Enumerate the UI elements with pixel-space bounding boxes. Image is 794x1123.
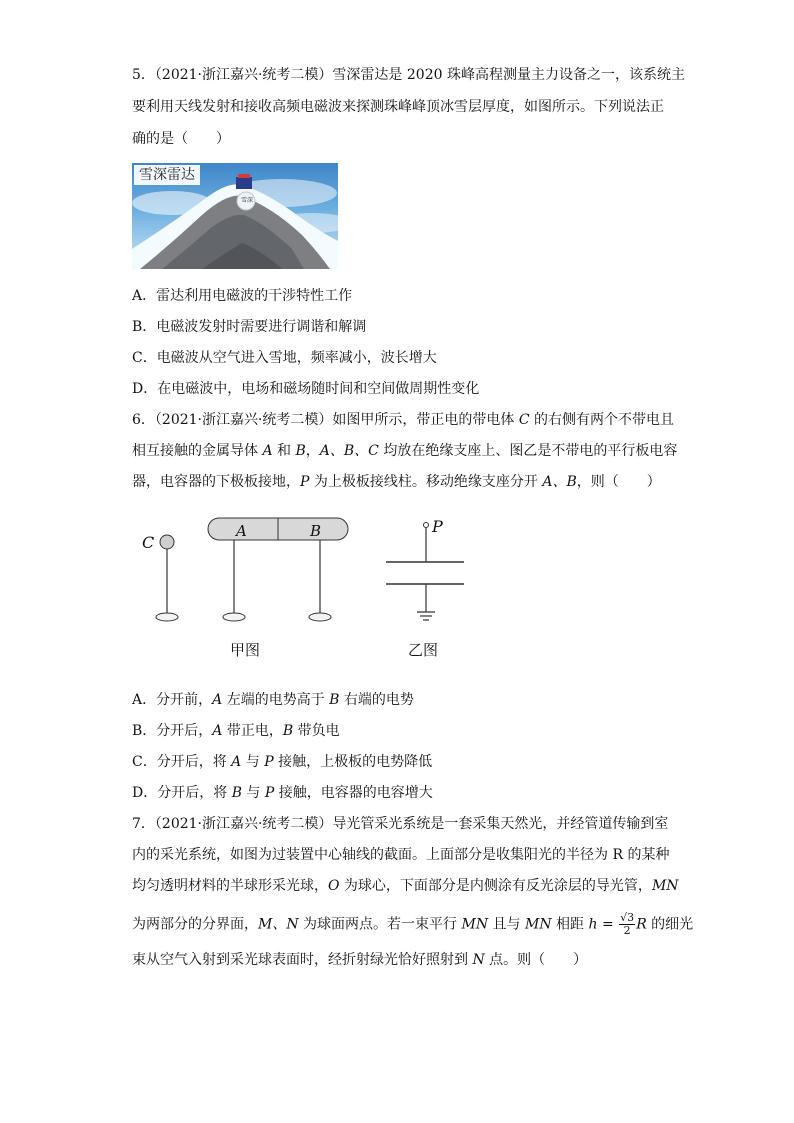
q7-stem-line-1: 7．（2021·浙江嘉兴·统考二模）导光管采光系统是一套采集天然光，并经管道传输到室 <box>132 816 669 832</box>
q5-stem-line-3: 确的是（ ） <box>132 131 230 147</box>
q5-option-c: C．电磁波从空气进入雪地，频率减小，波长增大 <box>132 350 437 366</box>
q7-stem-line-3: 均匀透明材料的半球形采光球，O 为球心，下面部分是内侧涂有反光涂层的导光管，MN <box>132 878 679 894</box>
q5-stem-line-2: 要利用天线发射和接收高频电磁波来探测珠峰峰顶冰雪层厚度，如图所示。下列说法正 <box>132 99 664 115</box>
q5-option-d: D．在电磁波中，电场和磁场随时间和空间做周期性变化 <box>132 381 480 397</box>
snow-radar-photo <box>132 163 338 269</box>
q6-option-b: B．分开后，A 带正电，B 带负电 <box>132 723 340 739</box>
charged-body-c <box>156 535 178 621</box>
q5-option-b: B．电磁波发射时需要进行调谐和解调 <box>132 319 367 335</box>
label-a: A <box>236 522 247 540</box>
q5-stem-line-1: 5．（2021·浙江嘉兴·统考二模）雪深雷达是 2020 珠峰高程测量主力设备之一，该系统主 <box>132 67 685 83</box>
q6-option-d: D．分开后，将 B 与 P 接触，电容器的电容增大 <box>132 785 433 801</box>
photo-title-label: 雪深雷达 <box>134 165 200 185</box>
q7-stem-line-5: 束从空气入射到采光球表面时，经折射绿光恰好照射到 N 点。则（ ） <box>132 952 588 968</box>
q6-stem-line-3: 器，电容器的下极板接地，P 为上极板接线柱。移动绝缘支座分开 A、B，则（ ） <box>132 474 661 490</box>
q5-option-a: A．雷达利用电磁波的干涉特性工作 <box>132 288 353 304</box>
label-c: C <box>142 533 155 552</box>
q6-figure <box>130 510 490 630</box>
radar-device <box>236 177 252 189</box>
photo-small-label: 雪深 <box>241 197 254 204</box>
q6-stem-line-1: 6．（2021·浙江嘉兴·统考二模）如图甲所示，带正电的带电体 C 的右侧有两个不带电且 <box>132 412 675 428</box>
q7-stem-line-4: 为两部分的分界面，M、N 为球面两点。若一束平行 MN 且与 MN 相距 h = $\frac{√3}{2}$ R 的细光 <box>132 911 694 937</box>
q7-stem-line-2: 内的采光系统，如图为过装置中心轴线的截面。上面部分是收集阳光的半径为 R 的某种 <box>132 847 670 863</box>
parallel-plate-capacitor <box>386 523 464 621</box>
q6-option-a: A．分开前，A 左端的电势高于 B 右端的电势 <box>132 692 414 708</box>
label-p: P <box>432 517 443 536</box>
figure-caption-yi: 乙图 <box>408 641 439 659</box>
sqrt3-over-2-fraction: $\frac{√3}{2}$ <box>620 911 635 937</box>
figure-caption-jia: 甲图 <box>230 641 261 659</box>
label-b: B <box>310 522 322 540</box>
q6-stem-line-2: 相互接触的金属导体 A 和 B，A、B、C 均放在绝缘支座上、图乙是不带电的平行板电容 <box>132 443 678 459</box>
conductors-ab <box>208 518 348 621</box>
q6-option-c: C．分开后，将 A 与 P 接触，上极板的电势降低 <box>132 754 433 770</box>
